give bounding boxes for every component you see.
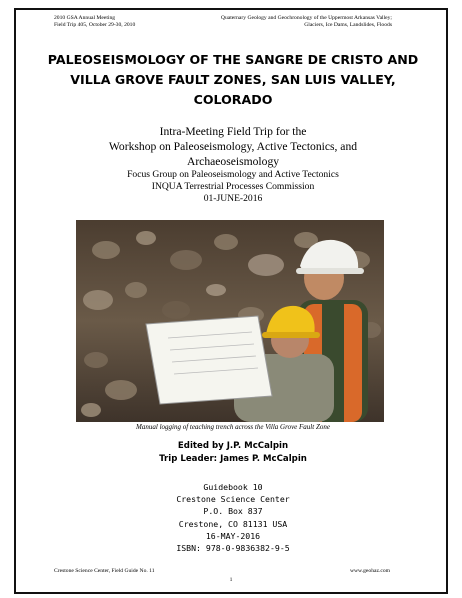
header-right-line1: Quaternary Geology and Geochronology of the Uppermost Arkansas Valley;	[220, 15, 392, 21]
guidebook-line1: Guidebook 10	[203, 482, 263, 492]
subtitle-line3: Archaeoseismology	[186, 155, 280, 168]
guidebook-isbn: ISBN: 978-0-9836382-9-5	[176, 543, 290, 554]
subtitle-line4: Focus Group on Paleoseismology and Active Tectonics	[127, 169, 339, 180]
guidebook-line3: P.O. Box 837	[203, 506, 263, 517]
guidebook-line2: Crestone Science Center	[176, 494, 290, 505]
trip-leader: Trip Leader: James P. McCalpin	[159, 454, 307, 464]
title-line2: VILLA GROVE FAULT ZONES, SAN LUIS VALLEY,	[70, 72, 396, 87]
guidebook-line5: 16-MAY-2016	[205, 530, 261, 541]
edited-by: Edited by J.P. McCalpin	[177, 441, 289, 451]
header-left-line1: 2010 GSA Annual Meeting	[54, 15, 116, 21]
credits-block	[36, 440, 430, 466]
header-left-line2: Field Trip 405, October 29-30, 2010	[54, 21, 136, 28]
document-page	[14, 8, 448, 594]
footer-left: Crestone Science Center, Field Guide No. 11	[54, 568, 155, 574]
document-title	[36, 50, 430, 110]
subtitle-line2: Workshop on Paleoseismology, Active Tectonics, and	[108, 140, 358, 153]
subtitle-line1: Intra-Meeting Field Trip for the	[159, 125, 307, 138]
photo-caption: Manual logging of teaching trench across the Villa Grove Fault Zone	[136, 423, 330, 431]
trench-photo-illustration	[76, 220, 384, 422]
footer-right: www.geohaz.com	[349, 568, 390, 574]
title-line3: COLORADO	[193, 92, 273, 107]
header-right	[221, 15, 392, 28]
page-number: 1	[229, 577, 233, 583]
subtitle-line5: INQUA Terrestrial Processes Commission	[151, 181, 315, 192]
guidebook-line4: Crestone, CO 81131 USA	[178, 518, 288, 529]
title-line1: PALEOSEISMOLOGY OF THE SANGRE DE CRISTO AND	[47, 52, 419, 67]
header-right-line2: Glaciers, Ice Dams, Landslides, Floods	[304, 21, 392, 28]
guidebook-info	[36, 481, 430, 554]
subtitle-block	[36, 124, 430, 205]
header-left	[54, 15, 135, 28]
subtitle-line6: 01-JUNE-2016	[203, 193, 263, 204]
field-photo	[76, 220, 384, 422]
logging-board	[146, 316, 272, 404]
